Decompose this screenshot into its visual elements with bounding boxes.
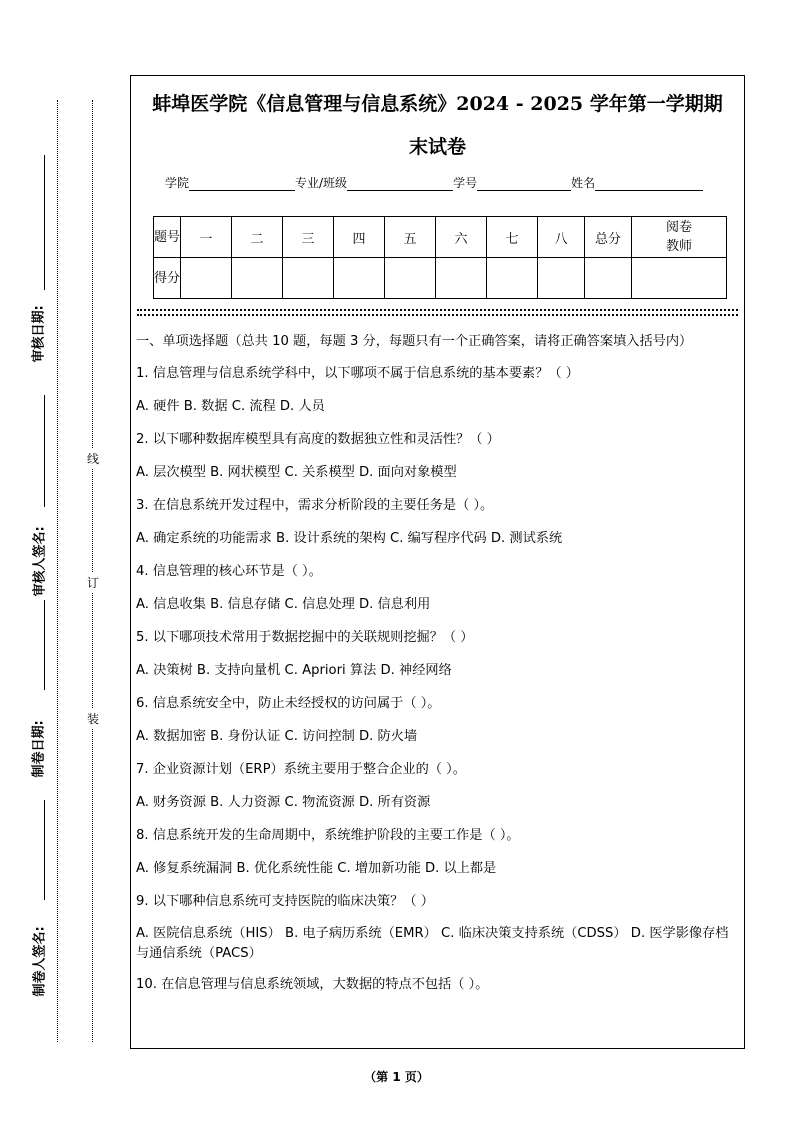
score-cell[interactable] bbox=[334, 258, 385, 299]
student-info-row bbox=[165, 174, 703, 191]
field-major-label: 专业/班级 bbox=[295, 176, 348, 190]
score-table-row1-label: 题号 bbox=[154, 217, 181, 258]
paper-date-line bbox=[44, 800, 45, 900]
score-cell[interactable] bbox=[538, 258, 585, 299]
field-college-blank[interactable] bbox=[189, 178, 295, 191]
score-col-total: 总分 bbox=[585, 217, 632, 258]
score-col-8: 八 bbox=[538, 217, 585, 258]
exam-title-line1: 蚌埠医学院《信息管理与信息系统》2024 - 2025 学年第一学期期 bbox=[152, 93, 723, 115]
section-separator bbox=[137, 309, 738, 316]
question-7-options: A. 财务资源 B. 人力资源 C. 物流资源 D. 所有资源 bbox=[136, 795, 431, 810]
question-4-options: A. 信息收集 B. 信息存储 C. 信息处理 D. 信息利用 bbox=[136, 597, 431, 612]
score-table-header-row bbox=[154, 217, 727, 258]
field-student-id-blank[interactable] bbox=[477, 178, 571, 191]
binding-mark-ding: 订 bbox=[87, 572, 99, 593]
question-list bbox=[136, 331, 739, 1007]
score-cell[interactable] bbox=[487, 258, 538, 299]
question-2-options: A. 层次模型 B. 网状模型 C. 关系模型 D. 面向对象模型 bbox=[136, 465, 457, 480]
score-table bbox=[153, 216, 727, 299]
exam-frame bbox=[130, 75, 745, 1049]
question-6-options: A. 数据加密 B. 身份认证 C. 访问控制 D. 防火墙 bbox=[136, 729, 418, 744]
binding-mark-zhuang: 装 bbox=[87, 708, 99, 729]
reviewer-signature-line bbox=[44, 395, 45, 507]
question-7: 7. 企业资源计划（ERP）系统主要用于整合企业的（ ）。 bbox=[136, 762, 466, 777]
question-1-options: A. 硬件 B. 数据 C. 流程 D. 人员 bbox=[136, 399, 325, 414]
binding-mark-line: 线 bbox=[87, 448, 99, 469]
score-col-4: 四 bbox=[334, 217, 385, 258]
question-6: 6. 信息系统安全中，防止未经授权的访问属于（ ）。 bbox=[136, 696, 441, 711]
question-9: 9. 以下哪种信息系统可支持医院的临床决策？（ ） bbox=[136, 894, 434, 909]
review-date-label: 审核日期: bbox=[31, 305, 47, 363]
field-major-blank[interactable] bbox=[347, 178, 453, 191]
score-col-2: 二 bbox=[232, 217, 283, 258]
question-2: 2. 以下哪种数据库模型具有高度的数据独立性和灵活性？（ ） bbox=[136, 432, 500, 447]
section-heading: 一、单项选择题（总共 10 题，每题 3 分，每题只有一个正确答案，请将正确答案填入括号内） bbox=[136, 334, 693, 349]
score-cell[interactable] bbox=[585, 258, 632, 299]
question-10: 10. 在信息管理与信息系统领域，大数据的特点不包括（ ）。 bbox=[136, 977, 489, 992]
score-col-grader: 阅卷教师 bbox=[632, 217, 727, 258]
question-1: 1. 信息管理与信息系统学科中，以下哪项不属于信息系统的基本要素？（ ） bbox=[136, 366, 579, 381]
binding-dotted-line bbox=[92, 100, 93, 1042]
score-table-score-row bbox=[154, 258, 727, 299]
score-col-5: 五 bbox=[385, 217, 436, 258]
question-8: 8. 信息系统开发的生命周期中，系统维护阶段的主要工作是（ ）。 bbox=[136, 828, 520, 843]
score-col-3: 三 bbox=[283, 217, 334, 258]
field-student-id-label: 学号 bbox=[453, 176, 478, 190]
score-col-6: 六 bbox=[436, 217, 487, 258]
page-number: （第 1 页） bbox=[364, 1070, 429, 1084]
reviewer-signature-label: 审核人签名: bbox=[32, 526, 48, 597]
score-cell[interactable] bbox=[283, 258, 334, 299]
field-name-label: 姓名 bbox=[571, 176, 596, 190]
score-col-7: 七 bbox=[487, 217, 538, 258]
exam-title-line2: 末试卷 bbox=[408, 136, 466, 158]
score-cell[interactable] bbox=[181, 258, 232, 299]
question-9-options: A. 医院信息系统（HIS） B. 电子病历系统（EMR） C. 临床决策支持系统（CDSS） D. 医学影像存档与通信系统（PACS） bbox=[136, 926, 729, 961]
score-cell[interactable] bbox=[632, 258, 727, 299]
score-cell[interactable] bbox=[385, 258, 436, 299]
binding-margin bbox=[0, 0, 130, 1122]
score-cell[interactable] bbox=[436, 258, 487, 299]
paper-author-label: 制卷人签名: bbox=[32, 926, 48, 997]
question-5-options: A. 决策树 B. 支持向量机 C. Apriori 算法 D. 神经网络 bbox=[136, 663, 452, 678]
field-name-blank[interactable] bbox=[595, 178, 703, 191]
question-3: 3. 在信息系统开发过程中，需求分析阶段的主要任务是（ ）。 bbox=[136, 498, 494, 513]
question-5: 5. 以下哪项技术常用于数据挖掘中的关联规则挖掘？（ ） bbox=[136, 630, 474, 645]
score-col-1: 一 bbox=[181, 217, 232, 258]
question-8-options: A. 修复系统漏洞 B. 优化系统性能 C. 增加新功能 D. 以上都是 bbox=[136, 861, 497, 876]
score-table-row2-label: 得分 bbox=[154, 258, 181, 299]
outer-dotted-line bbox=[57, 100, 58, 1042]
review-date-line bbox=[44, 155, 45, 290]
field-college-label: 学院 bbox=[165, 176, 190, 190]
question-4: 4. 信息管理的核心环节是（ ）。 bbox=[136, 564, 322, 579]
paper-date-label: 制卷日期: bbox=[31, 720, 47, 778]
question-3-options: A. 确定系统的功能需求 B. 设计系统的架构 C. 编写程序代码 D. 测试系统 bbox=[136, 531, 563, 546]
score-cell[interactable] bbox=[232, 258, 283, 299]
reviewer-signature-line-2 bbox=[44, 600, 45, 690]
